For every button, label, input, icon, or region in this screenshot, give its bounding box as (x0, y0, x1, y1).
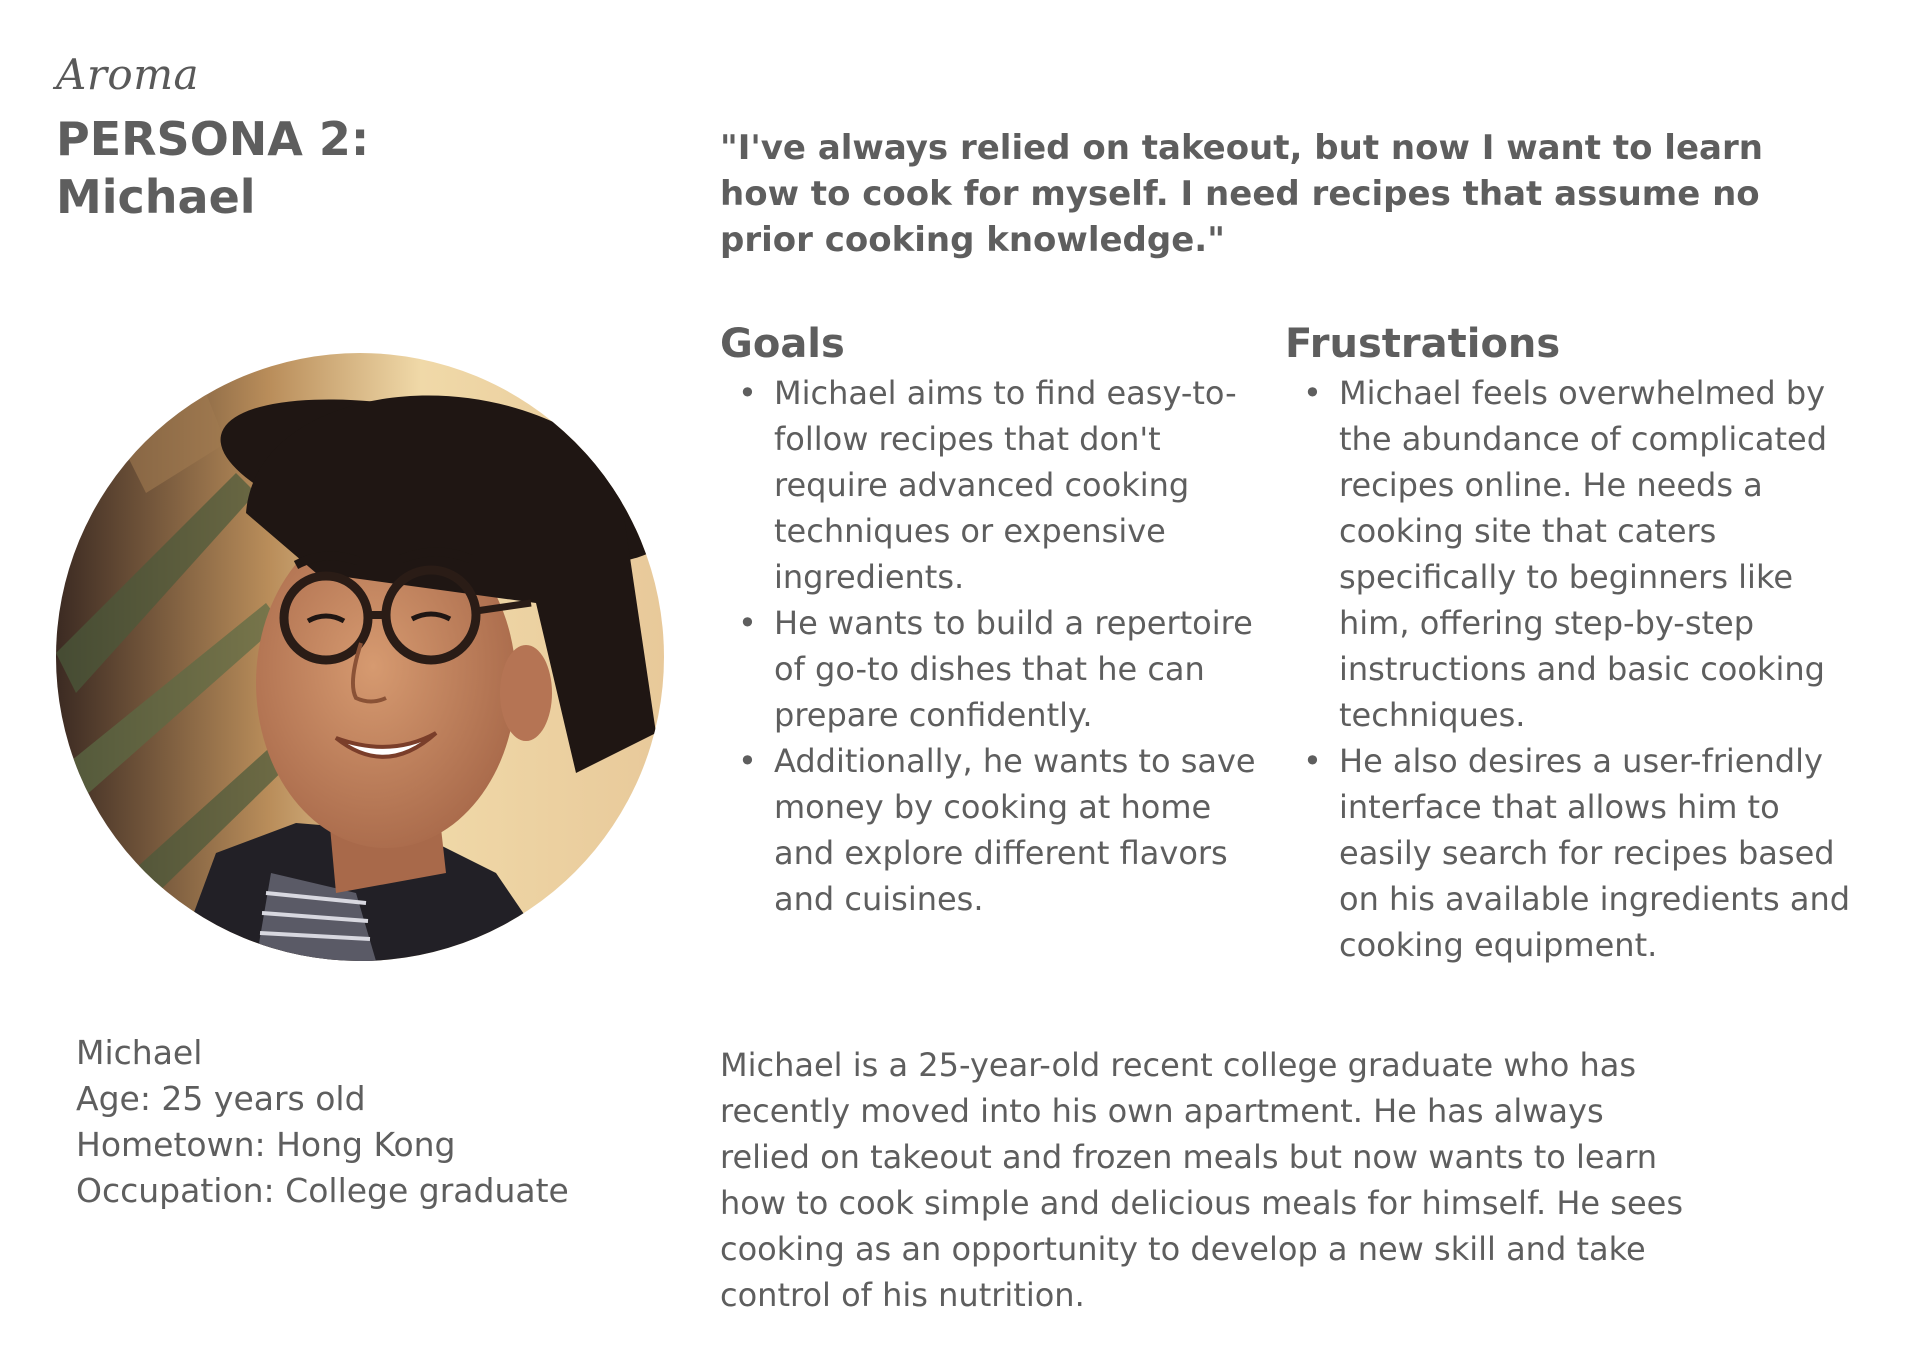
persona-title-line-1: PERSONA 2: (56, 112, 370, 166)
profile-name: Michael (76, 1033, 203, 1072)
frustrations-heading: Frustrations (1285, 321, 1561, 367)
frustrations-list (1285, 370, 1860, 968)
frustrations-item: • Michael feels overwhelmed by the abundance of complicated recipes online. He needs a cooking site that caters specifically to beginners like him, offering step-by-step instructions and basic cooking techniques. (1339, 370, 1860, 738)
persona-photo (56, 353, 664, 961)
brand-logo: Aroma (56, 50, 200, 99)
frustrations-item: • He also desires a user-friendly interface that allows him to easily search for recipes based on his available ingredients and cooking equipment. (1339, 738, 1860, 968)
goals-item: • Additionally, he wants to save money by cooking at home and explore different flavors and cuisines. (774, 738, 1265, 922)
persona-title-line-2: Michael (56, 170, 256, 224)
profile-age: Age: 25 years old (76, 1079, 366, 1118)
goals-item: • He wants to build a repertoire of go-to dishes that he can prepare confidently. (774, 600, 1265, 738)
goals-list (720, 370, 1265, 922)
profile-hometown: Hometown: Hong Kong (76, 1125, 456, 1164)
persona-quote: "I've always relied on takeout, but now I want to learn how to cook for myself. I need recipes that assume no prior cooking knowledge." (720, 128, 1763, 260)
goals-item: • Michael aims to find easy-to-follow recipes that don't require advanced cooking techniques or expensive ingredients. (774, 370, 1265, 600)
goals-section (720, 316, 1265, 922)
profile-details (76, 1030, 569, 1214)
profile-occupation: Occupation: College graduate (76, 1171, 569, 1210)
persona-title (56, 110, 369, 226)
persona-bio: Michael is a 25-year-old recent college graduate who has recently moved into his own apartment. He has always relied on takeout and frozen meals but now wants to learn how to cook simple and delicious meals for himself. He sees cooking as an opportunity to develop a new skill and take control of his nutrition. (720, 1046, 1683, 1314)
frustrations-section (1285, 316, 1860, 968)
goals-heading: Goals (720, 321, 845, 367)
